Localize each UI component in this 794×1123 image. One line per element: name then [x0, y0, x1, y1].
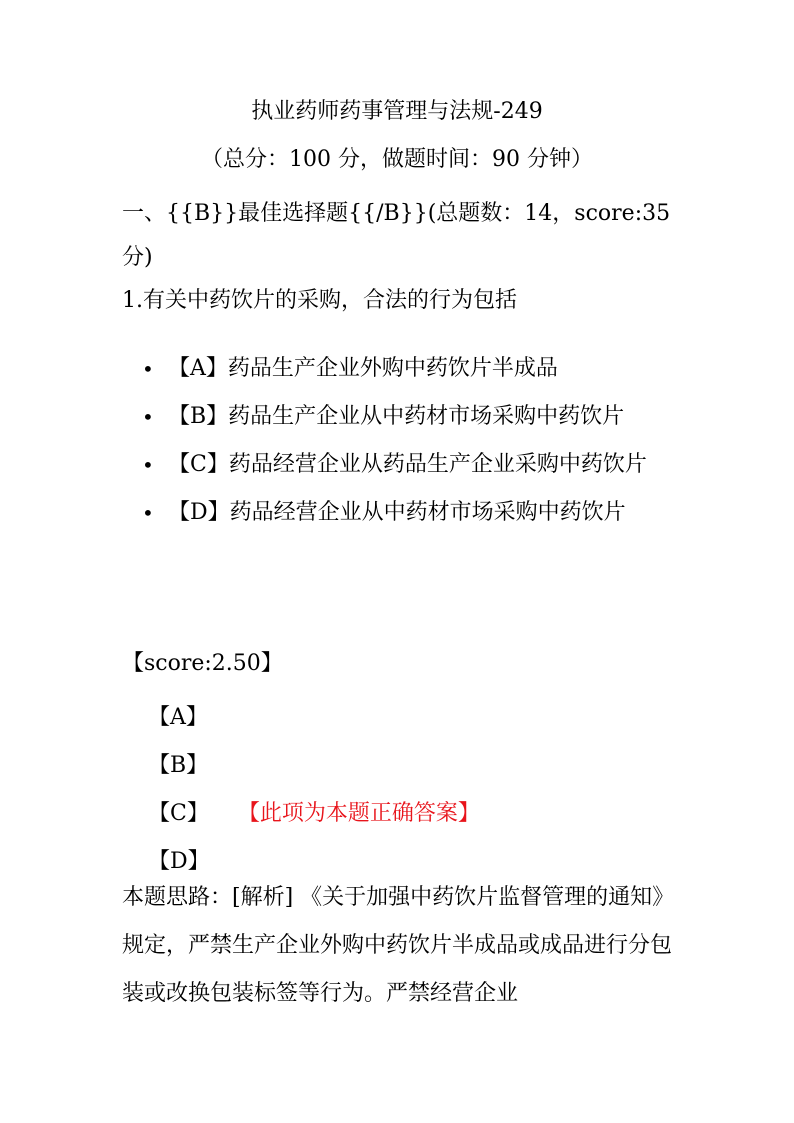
- option-a: [140, 345, 680, 393]
- question-text: 1.有关中药饮片的采购，合法的行为包括: [122, 288, 517, 313]
- answer-label: 【D】: [148, 849, 210, 874]
- answer-list: [148, 694, 480, 886]
- score-label: 【score:2.50】: [122, 651, 283, 676]
- option-d: [140, 489, 680, 537]
- option-label: 【A】药品生产企业外购中药饮片半成品: [168, 356, 558, 381]
- option-c: [140, 441, 680, 489]
- answer-c: [148, 790, 480, 838]
- option-label: 【D】药品经营企业从中药材市场采购中药饮片: [168, 500, 626, 525]
- bullet-icon: •: [142, 405, 154, 429]
- bullet-icon: •: [142, 357, 154, 381]
- exam-info: （总分：100 分，做题时间：90 分钟）: [201, 147, 593, 172]
- answer-label: 【B】: [148, 753, 209, 778]
- analysis-text: 本题思路：[解析] 《关于加强中药饮片监督管理的通知》规定，严禁生产企业外购中药饮片半成品或成品进行分包装或改换包装标签等行为。严禁经营企业: [122, 885, 675, 1006]
- answer-label: 【C】: [148, 801, 209, 826]
- option-label: 【C】药品经营企业从药品生产企业采购中药饮片: [168, 452, 647, 477]
- bullet-icon: •: [142, 501, 154, 525]
- option-b: [140, 393, 680, 441]
- correct-answer-note: 【此项为本题正确答案】: [248, 801, 480, 826]
- answer-a: [148, 694, 480, 742]
- bullet-icon: •: [142, 453, 154, 477]
- answer-b: [148, 742, 480, 790]
- option-list: [140, 345, 680, 537]
- answer-label: 【A】: [148, 705, 208, 730]
- section-heading: 一、{{B}}最佳选择题{{/B}}(总题数：14，score:35 分): [122, 201, 671, 270]
- option-label: 【B】药品生产企业从中药材市场采购中药饮片: [168, 404, 625, 429]
- page-title: 执业药师药事管理与法规-249: [251, 99, 543, 124]
